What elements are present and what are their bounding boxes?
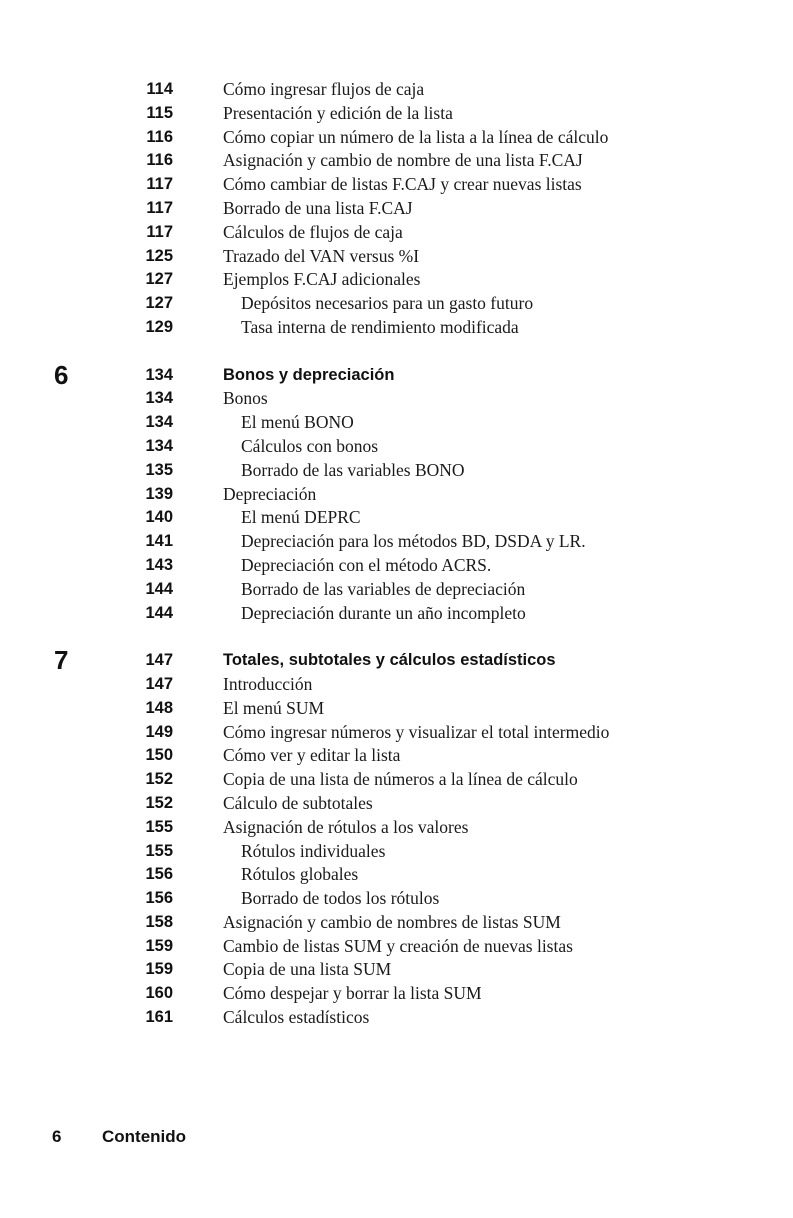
toc-entry bbox=[0, 268, 793, 292]
toc-entry bbox=[0, 1006, 793, 1030]
toc-entry bbox=[0, 245, 793, 269]
page-number: 150 bbox=[145, 746, 173, 765]
entry-title: Introducción bbox=[223, 673, 313, 694]
toc-entry bbox=[0, 387, 793, 411]
page-number: 156 bbox=[145, 865, 173, 884]
toc-entry bbox=[0, 816, 793, 840]
toc-entry bbox=[0, 982, 793, 1006]
entry-title: Cálculos estadísticos bbox=[223, 1007, 370, 1028]
page-number: 117 bbox=[146, 175, 173, 194]
entry-title: Tasa interna de rendimiento modificada bbox=[241, 316, 519, 337]
page-number: 143 bbox=[145, 555, 173, 574]
footer-label: Contenido bbox=[102, 1127, 187, 1146]
entry-title: Cálculo de subtotales bbox=[223, 792, 373, 813]
page-number: 159 bbox=[145, 960, 173, 979]
section-spacer bbox=[0, 340, 793, 364]
page-number: 156 bbox=[145, 889, 173, 908]
page-number: 159 bbox=[145, 936, 173, 955]
page-number: 116 bbox=[146, 127, 173, 146]
toc-entry bbox=[0, 530, 793, 554]
chapter-heading-row bbox=[0, 645, 793, 676]
entry-title: El menú DEPRC bbox=[241, 507, 361, 528]
chapter-heading-row bbox=[0, 359, 793, 390]
entry-title: Rótulos individuales bbox=[241, 840, 386, 861]
entry-title: Cálculos con bonos bbox=[241, 435, 379, 456]
page-number: 127 bbox=[145, 270, 173, 289]
page-number: 158 bbox=[145, 912, 173, 931]
toc-entry bbox=[0, 292, 793, 316]
toc-entry bbox=[0, 221, 793, 245]
page-number: 129 bbox=[145, 317, 173, 336]
entry-title: Bonos bbox=[223, 388, 268, 409]
entry-title: Cálculos de flujos de caja bbox=[223, 221, 403, 242]
entry-title: Depreciación para los métodos BD, DSDA y LR. bbox=[241, 531, 586, 552]
toc-entry bbox=[0, 316, 793, 340]
page-number: 147 bbox=[145, 651, 173, 670]
entry-title: Copia de una lista de números a la línea de cálculo bbox=[223, 769, 578, 790]
toc-entry bbox=[0, 149, 793, 173]
toc-entry bbox=[0, 911, 793, 935]
page-number: 134 bbox=[145, 365, 173, 384]
entry-title: Trazado del VAN versus %I bbox=[223, 245, 420, 266]
page-number: 160 bbox=[145, 984, 173, 1003]
page-number: 152 bbox=[145, 793, 173, 812]
page-number: 115 bbox=[146, 103, 173, 122]
footer-page-number: 6 bbox=[52, 1127, 62, 1146]
page-number: 144 bbox=[145, 579, 173, 598]
entry-title: Borrado de una lista F.CAJ bbox=[223, 197, 413, 218]
page-number: 134 bbox=[145, 436, 173, 455]
toc-entry bbox=[0, 435, 793, 459]
toc-entry bbox=[0, 721, 793, 745]
toc-entry bbox=[0, 483, 793, 507]
entry-title: Presentación y edición de la lista bbox=[223, 102, 453, 123]
toc-entry bbox=[0, 863, 793, 887]
page-number: 127 bbox=[145, 294, 173, 313]
entry-title: Cómo ingresar flujos de caja bbox=[223, 79, 425, 99]
toc-entry bbox=[0, 197, 793, 221]
entry-title: Depósitos necesarios para un gasto futuro bbox=[241, 293, 534, 314]
entry-title: Cómo despejar y borrar la lista SUM bbox=[223, 983, 482, 1004]
toc-entry bbox=[0, 840, 793, 864]
entry-title: Cómo ver y editar la lista bbox=[223, 745, 401, 766]
toc-entry bbox=[0, 887, 793, 911]
entry-title: Cómo copiar un número de la lista a la línea de cálculo bbox=[223, 126, 609, 147]
toc-entry bbox=[0, 554, 793, 578]
page-number: 117 bbox=[146, 198, 173, 217]
entry-title: Cómo ingresar números y visualizar el total intermedio bbox=[223, 721, 610, 742]
toc-entry bbox=[0, 173, 793, 197]
page-number: 134 bbox=[145, 389, 173, 408]
page-number: 116 bbox=[146, 151, 173, 170]
entry-title: Cambio de listas SUM y creación de nuevas listas bbox=[223, 935, 573, 956]
entry-title: Cómo cambiar de listas F.CAJ y crear nuevas listas bbox=[223, 174, 582, 195]
toc-entry bbox=[0, 744, 793, 768]
toc-entry bbox=[0, 958, 793, 982]
page-number: 144 bbox=[145, 603, 173, 622]
chapter-number: 7 bbox=[54, 645, 69, 676]
chapter-title: Totales, subtotales y cálculos estadísticos bbox=[223, 651, 556, 670]
entry-title: Depreciación con el método ACRS. bbox=[241, 554, 492, 575]
page-number: 148 bbox=[145, 698, 173, 717]
page-number: 134 bbox=[145, 413, 173, 432]
page-number: 149 bbox=[145, 722, 173, 741]
toc-entry bbox=[0, 768, 793, 792]
toc-entry bbox=[0, 578, 793, 602]
entry-title: Asignación y cambio de nombre de una lista F.CAJ bbox=[223, 150, 583, 171]
page-number: 147 bbox=[145, 674, 173, 693]
toc-entry bbox=[0, 792, 793, 816]
page-number: 139 bbox=[145, 484, 173, 503]
page-number: 152 bbox=[145, 770, 173, 789]
page-number: 117 bbox=[146, 222, 173, 241]
entry-title: Asignación de rótulos a los valores bbox=[223, 816, 469, 837]
page-number: 155 bbox=[145, 817, 173, 836]
toc-entry bbox=[0, 506, 793, 530]
entry-title: Depreciación bbox=[223, 483, 317, 504]
entry-title: Asignación y cambio de nombres de listas SUM bbox=[223, 911, 561, 932]
entry-title: Rótulos globales bbox=[241, 864, 359, 885]
toc-entry bbox=[0, 697, 793, 721]
table-of-contents bbox=[0, 78, 793, 1030]
toc-entry bbox=[0, 602, 793, 626]
page-footer bbox=[52, 1127, 186, 1147]
entry-title: Borrado de todos los rótulos bbox=[241, 888, 440, 909]
entry-title: El menú BONO bbox=[241, 412, 354, 433]
entry-title: Copia de una lista SUM bbox=[223, 959, 392, 980]
page-number: 125 bbox=[145, 246, 173, 265]
toc-entry bbox=[0, 102, 793, 126]
toc-entry bbox=[0, 935, 793, 959]
toc-entry bbox=[0, 459, 793, 483]
entry-title: Depreciación durante un año incompleto bbox=[241, 602, 526, 623]
toc-entry bbox=[0, 78, 793, 102]
chapter-number: 6 bbox=[54, 359, 69, 390]
toc-entry bbox=[0, 126, 793, 150]
page-number: 114 bbox=[146, 80, 173, 98]
page-number: 141 bbox=[145, 532, 173, 551]
page-number: 140 bbox=[145, 508, 173, 527]
toc-entry bbox=[0, 673, 793, 697]
page-number: 161 bbox=[145, 1008, 173, 1027]
entry-title: Borrado de las variables de depreciación bbox=[241, 578, 526, 599]
toc-entry bbox=[0, 411, 793, 435]
entry-title: Borrado de las variables BONO bbox=[241, 459, 465, 480]
page-number: 155 bbox=[145, 841, 173, 860]
entry-title: Ejemplos F.CAJ adicionales bbox=[223, 269, 421, 290]
page-number: 135 bbox=[145, 460, 173, 479]
chapter-title: Bonos y depreciación bbox=[223, 365, 395, 384]
entry-title: El menú SUM bbox=[223, 697, 325, 718]
section-spacer bbox=[0, 625, 793, 649]
